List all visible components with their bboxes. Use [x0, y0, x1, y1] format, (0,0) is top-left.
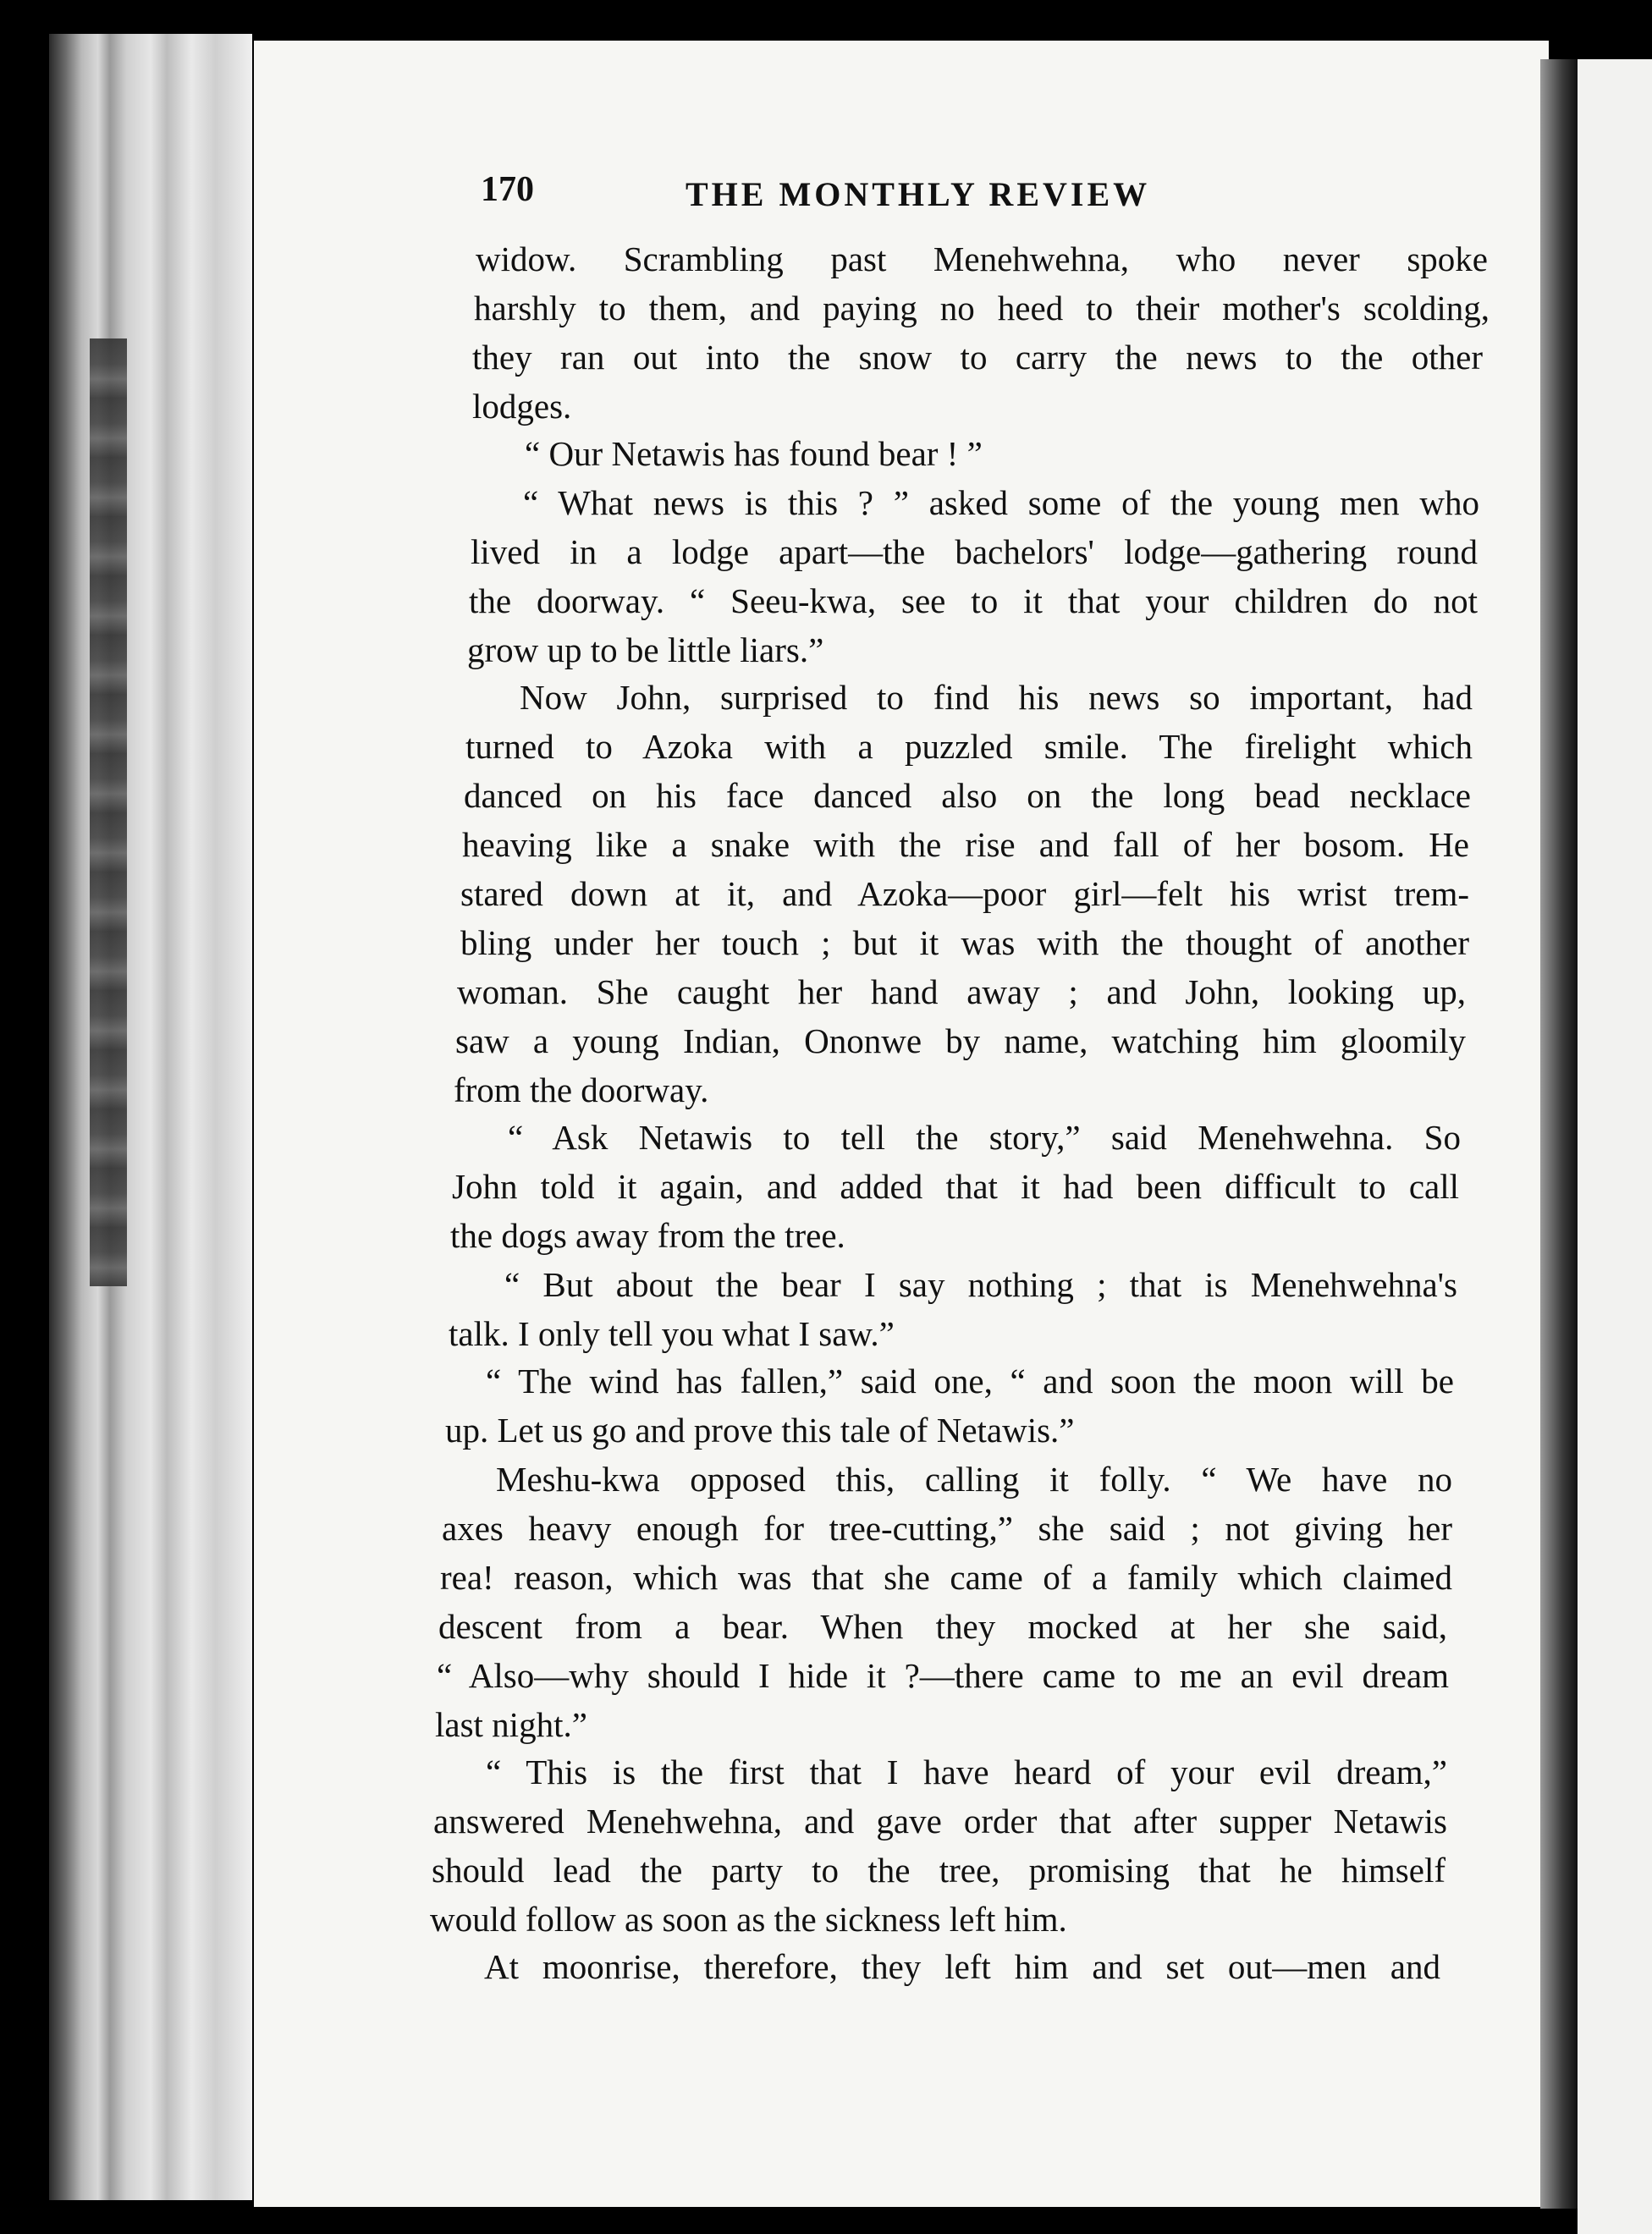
text-line: talk. I only tell you what I saw.”: [449, 1314, 895, 1353]
running-title: THE MONTHLY REVIEW: [686, 175, 1151, 213]
text-line: “ The wind has fallen,” said one, “ and soon the moon will be: [486, 1362, 1454, 1400]
text-line: should lead the party to the tree, promising that he himself: [432, 1851, 1446, 1890]
text-line: bling under her touch ; but it was with the thought of another: [460, 923, 1469, 962]
text-line: the dogs away from the tree.: [450, 1216, 845, 1255]
text-line: stared down at it, and Azoka—poor girl—felt his wrist trem-: [460, 874, 1469, 913]
text-line: descent from a bear. When they mocked at her she said,: [438, 1607, 1447, 1646]
text-line: rea! reason, which was that she came of a family which claimed: [440, 1558, 1452, 1597]
text-line: “ Our Netawis has found bear ! ”: [525, 434, 983, 473]
text-line: widow. Scrambling past Menehwehna, who never spoke: [476, 239, 1488, 278]
text-line: “ This is the first that I have heard of your evil dream,”: [486, 1753, 1447, 1791]
text-line: At moonrise, therefore, they left him and set out—men and: [484, 1947, 1440, 1986]
text-line: axes heavy enough for tree-cutting,” she said ; not giving her: [442, 1509, 1452, 1548]
text-line: woman. She caught her hand away ; and John, looking up,: [457, 972, 1466, 1011]
text-line: “ But about the bear I say nothing ; that is Menehwehna's: [504, 1265, 1457, 1304]
text-line: turned to Azoka with a puzzled smile. The firelight which: [465, 727, 1473, 766]
page-number: 170: [481, 170, 534, 209]
text-line: would follow as soon as the sickness left him.: [430, 1900, 1067, 1939]
text-line: danced on his face danced also on the long bead necklace: [464, 776, 1471, 815]
text-line: “ What news is this ? ” asked some of the young men who: [523, 483, 1479, 522]
text-line: John told it again, and added that it had been difficult to call: [452, 1167, 1459, 1206]
text-line: “ Also—why should I hide it ?—there came to me an evil dream: [437, 1656, 1449, 1695]
text-line: harshly to them, and paying no heed to their mother's scolding,: [474, 289, 1490, 327]
text-line: “ Ask Netawis to tell the story,” said Menehwehna. So: [508, 1118, 1461, 1157]
text-line: up. Let us go and prove this tale of Netawis.”: [445, 1411, 1075, 1450]
binding-shadow: [1540, 59, 1578, 2209]
text-line: last night.”: [435, 1705, 587, 1744]
facing-page-edge: [1578, 59, 1652, 2234]
text-line: from the doorway.: [454, 1070, 709, 1109]
text-line: the doorway. “ Seeu-kwa, see to it that your children do not: [469, 581, 1478, 620]
text-line: lived in a lodge apart—the bachelors' lodge—gathering round: [471, 532, 1478, 571]
text-line: Now John, surprised to find his news so important, had: [520, 678, 1473, 717]
page-stack-edges: [49, 34, 252, 2200]
text-line: lodges.: [472, 387, 572, 426]
library-stamp-on-edge: [90, 338, 127, 1286]
text-line: they ran out into the snow to carry the news to the other: [472, 338, 1483, 377]
text-line: answered Menehwehna, and gave order that after supper Netawis: [433, 1802, 1447, 1841]
text-line: Meshu-kwa opposed this, calling it folly. “ We have no: [496, 1460, 1452, 1499]
text-line: saw a young Indian, Ononwe by name, watching him gloomily: [455, 1021, 1466, 1060]
text-line: heaving like a snake with the rise and fall of her bosom. He: [462, 825, 1469, 864]
text-line: grow up to be little liars.”: [467, 630, 824, 669]
